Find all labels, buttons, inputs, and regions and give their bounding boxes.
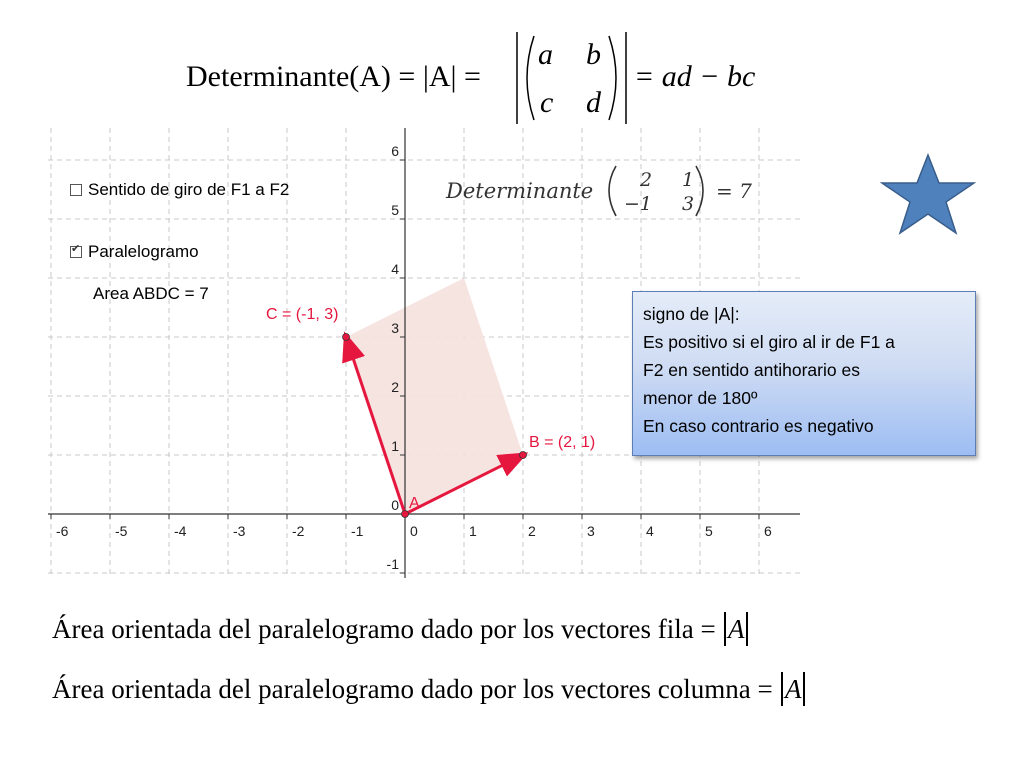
entry-c: c [540,86,554,119]
x-tick-label: -1 [351,523,364,539]
x-tick-label: 2 [528,523,536,539]
note-line-4: menor de 180º [643,388,758,408]
x-tick-label: -4 [174,523,187,539]
y-tick-label: 1 [391,438,399,454]
note-line-1: signo de |A|: [643,304,740,324]
checkbox-rotation-box[interactable] [70,184,82,196]
y-tick-label: 3 [391,320,399,336]
label-C: C = (-1, 3) [266,306,339,323]
star-shape [882,155,974,233]
parallelogram-fill [346,278,523,514]
x-tick-label: 1 [469,523,477,539]
note-line-2: Es positivo si el giro al ir de F1 a [643,332,895,352]
statement-columns-a: A [784,674,802,704]
statement-columns [52,672,807,706]
note-box [632,291,976,456]
label-A: A [409,495,420,512]
y-tick-label: 0 [391,497,399,513]
y-tick-label: 6 [391,143,399,159]
statement-rows-text: Área orientada del paralelogramo dado por los vectores fila = [52,614,716,644]
formula-rhs: = ad − bc [634,60,756,93]
x-tick-label: 5 [705,523,713,539]
x-tick-label: 0 [410,523,418,539]
x-tick-label: -6 [56,523,69,539]
entry-b: b [586,38,601,71]
det-paren-left [609,166,616,216]
det-m22: 3 [682,193,695,215]
det-paren-right [696,166,703,216]
det-m21: −1 [624,193,653,215]
y-tick-label: 5 [391,202,399,218]
determinant-display [444,160,774,220]
det-m11: 2 [640,169,653,191]
abs-bar-right-2 [803,672,805,706]
note-line-3: F2 en sentido antihorario es [643,360,860,380]
checkbox-parallelogram-label: Paralelogramo [88,242,199,261]
x-tick-label: 6 [764,523,772,539]
point-C [343,334,350,341]
x-tick-label: -3 [233,523,246,539]
y-tick-label: 4 [391,261,399,277]
abs-bar-left-2 [781,672,783,706]
det-display-text: Determinante [446,179,594,203]
x-tick-label: 3 [587,523,595,539]
statement-columns-text: Área orientada del paralelogramo dado por los vectores columna = [52,674,773,704]
det-result: = 7 [716,179,752,203]
paren-left [527,36,534,120]
checkbox-rotation-label: Sentido de giro de F1 a F2 [88,180,290,199]
checkbox-parallelogram-box[interactable] [70,246,82,258]
checkbox-rotation[interactable] [70,180,289,200]
area-label: Area ABDC = 7 [93,284,209,303]
x-tick-label: 4 [646,523,654,539]
point-A [402,511,409,518]
x-tick-label: -2 [292,523,305,539]
statement-rows [52,612,750,646]
statement-rows-a: A [727,614,745,644]
abs-bar-right [746,612,748,646]
formula-svg [186,28,806,128]
formula-lhs: Determinante(A) = |A| = [186,60,481,93]
point-B [520,452,527,459]
determinant-formula [186,28,806,128]
paren-right [609,36,616,120]
x-tick-label: -5 [115,523,128,539]
abs-bar-left [724,612,726,646]
note-line-5: En caso contrario es negativo [643,416,874,436]
label-B: B = (2, 1) [529,434,596,451]
entry-d: d [586,86,601,119]
checkbox-parallelogram[interactable] [70,242,199,262]
star-icon [880,153,976,235]
det-m12: 1 [682,169,695,191]
y-tick-label: -1 [386,556,399,572]
entry-a: a [538,38,553,71]
y-tick-label: 2 [391,379,399,395]
